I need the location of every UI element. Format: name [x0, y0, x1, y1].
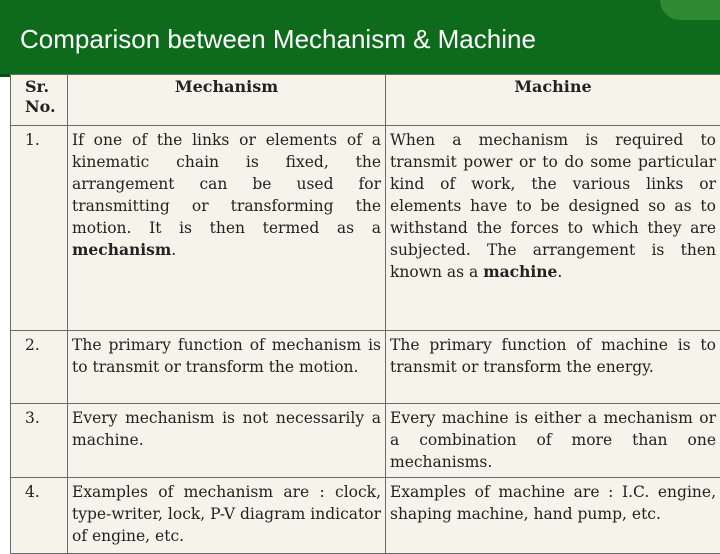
row-number: 2. — [11, 331, 68, 404]
table-row — [11, 404, 720, 478]
table-header-row — [11, 75, 720, 126]
machine-cell: Examples of machine are : I.C. engine, shaping machine, hand pump, etc. — [386, 478, 720, 554]
header-sr-no: Sr. No. — [11, 75, 68, 126]
comparison-table — [10, 74, 720, 554]
mechanism-cell: Every mechanism is not necessarily a machine. — [68, 404, 386, 478]
mechanism-cell: The primary function of mechanism is to transmit or transform the motion. — [68, 331, 386, 404]
machine-tail: . — [557, 263, 562, 281]
slide-title: Comparison between Mechanism & Machine — [20, 24, 536, 55]
mechanism-text: If one of the links or elements of a kinematic chain is fixed, the arrangement can be used for transmitting or transforming the motion. It is then termed as a — [72, 131, 381, 237]
machine-cell: The primary function of machine is to transmit or transform the energy. — [386, 331, 720, 404]
mechanism-cell: Examples of mechanism are : clock, type-writer, lock, P-V diagram indicator of engine, etc. — [68, 478, 386, 554]
machine-cell — [386, 126, 720, 331]
machine-text: When a mechanism is required to transmit power or to do some particular kind of work, the various links or elements have to be designed so as to withstand the forces to which they are subjected. The arrangement is then known as a — [390, 131, 716, 281]
table-row — [11, 126, 720, 331]
table-row — [11, 331, 720, 404]
mechanism-term: mechanism — [72, 240, 171, 259]
row-number: 4. — [11, 478, 68, 554]
header-machine: Machine — [386, 75, 720, 126]
mechanism-cell — [68, 126, 386, 331]
machine-term: machine — [483, 262, 557, 281]
leaf-decoration — [660, 0, 720, 20]
row-number: 3. — [11, 404, 68, 478]
header-mechanism: Mechanism — [68, 75, 386, 126]
machine-cell: Every machine is either a mechanism or a combination of more than one mechanisms. — [386, 404, 720, 478]
table-row — [11, 478, 720, 554]
mechanism-tail: . — [171, 241, 176, 259]
row-number: 1. — [11, 126, 68, 331]
title-bar — [0, 0, 720, 77]
